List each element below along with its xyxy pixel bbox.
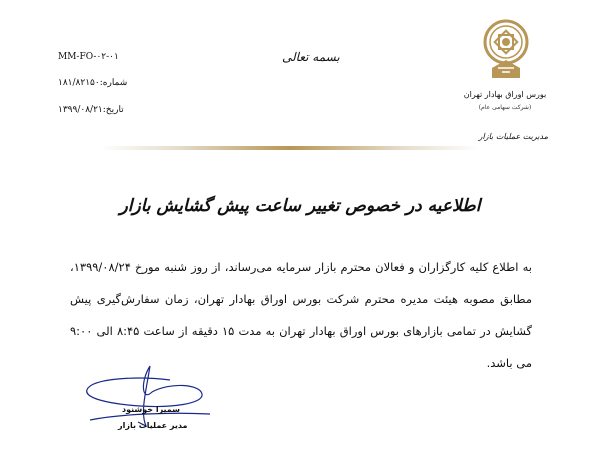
number-label: شماره: xyxy=(99,78,128,88)
organization-name: بورس اوراق بهادار تهران xyxy=(463,90,547,99)
form-code: MM-FO-۰۲-۰۱ xyxy=(58,52,119,62)
signatory-name: سمیرا خوشنود xyxy=(122,405,181,414)
date-label: تاریخ: xyxy=(102,105,124,115)
date-value: ۱۳۹۹/۰۸/۲۱ xyxy=(58,105,103,115)
exchange-logo-icon xyxy=(482,16,530,86)
invocation: بسمه تعالی xyxy=(282,50,340,64)
letter-number xyxy=(58,78,127,89)
announcement-title: اطلاعیه در خصوص تغییر ساعت پیش گشایش بازار xyxy=(119,196,481,216)
announcement-body: به اطلاع کلیه کارگزاران و فعالان محترم بازار سرمایه می‌رساند، از روز شنبه مورخ ۱۳۹۹/۰۸/۲۴، مطابق مصوبه هیئت مدیره محترم شرکت بورس اوراق بهادار تهران، زمان سفارش‌گیری پیش گشایش در تمامی بازارهای بورس اوراق بهادار تهران به مدت ۱۵ دقیقه از ساعت ۸:۴۵ الی ۹:۰۰ می باشد. xyxy=(70,260,532,370)
signatory-title: مدیر عملیات بازار xyxy=(118,421,188,430)
letter-date xyxy=(58,105,124,116)
department-name: مدیریت عملیات بازار xyxy=(478,132,548,141)
organization-subtitle: (شرکت سهامی عام) xyxy=(478,104,532,111)
number-value: ۱۸۱/۸۲۱۵۰ xyxy=(58,78,100,88)
header-divider xyxy=(100,146,480,150)
